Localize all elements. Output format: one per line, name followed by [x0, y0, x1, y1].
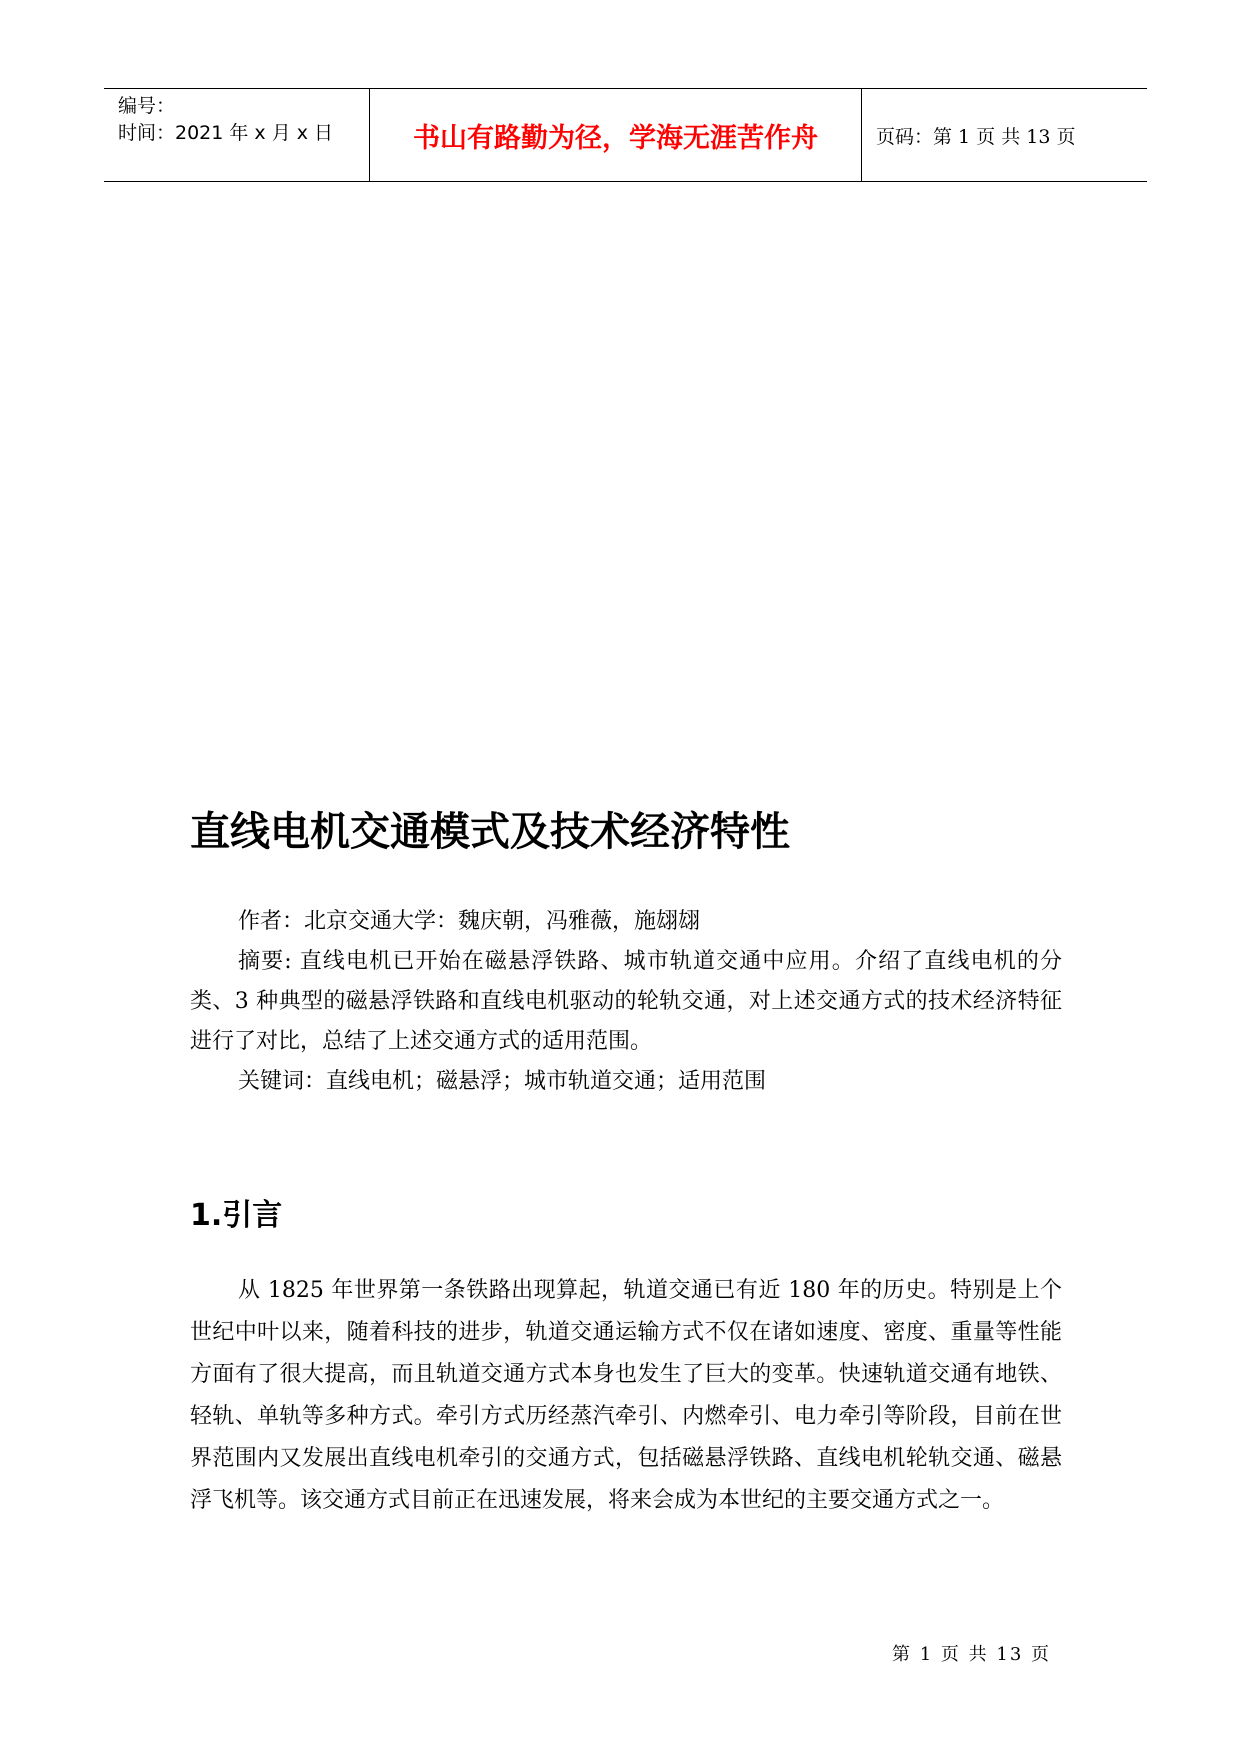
authors-line: 作者：北京交通大学：魏庆朝，冯雅薇，施翃翃 — [238, 909, 701, 934]
document-meta — [190, 902, 1062, 1102]
page-footer: 第 1 页 共 13 页 — [892, 1644, 1051, 1665]
page-header — [104, 88, 1147, 182]
keywords-line: 关键词：直线电机；磁悬浮；城市轨道交通；适用范围 — [238, 1069, 767, 1094]
header-page-code: 页码：第 1 页 共 13 页 — [876, 125, 1076, 148]
document-title: 直线电机交通模式及技术经济特性 — [190, 809, 790, 855]
body-paragraph: 从 1825 年世界第一条铁路出现算起，轨道交通已有近 180 年的历史。特别是上个世纪中叶以来，随着科技的进步，轨道交通运输方式不仅在诸如速度、密度、重量等性能方面有了很大提高，而且轨道交通方式本身也发生了巨大的变革。快速轨道交通有地铁、轻轨、单轨等多种方式。牵引方式历经蒸汽牵引、内燃牵引、电力牵引等阶段，目前在世界范围内又发展出直线电机牵引的交通方式，包括磁悬浮铁路、直线电机轮轨交通、磁悬浮飞机等。该交通方式目前正在迅速发展，将来会成为本世纪的主要交通方式之一。 — [190, 1278, 1062, 1513]
time-label: 时间：2021 年 x 月 x 日 — [118, 122, 334, 144]
section-heading: 1.引言 — [190, 1198, 283, 1233]
serial-number-label: 编号： — [118, 95, 176, 117]
header-info-cell — [104, 89, 370, 181]
header-motto: 书山有路勤为径，学海无涯苦作舟 — [370, 89, 862, 181]
abstract-paragraph: 摘要: 直线电机已开始在磁悬浮铁路、城市轨道交通中应用。介绍了直线电机的分类、3 种典型的磁悬浮铁路和直线电机驱动的轮轨交通，对上述交通方式的技术经济特征进行了对比，总结了上述交通方式的适用范围。 — [190, 949, 1062, 1054]
